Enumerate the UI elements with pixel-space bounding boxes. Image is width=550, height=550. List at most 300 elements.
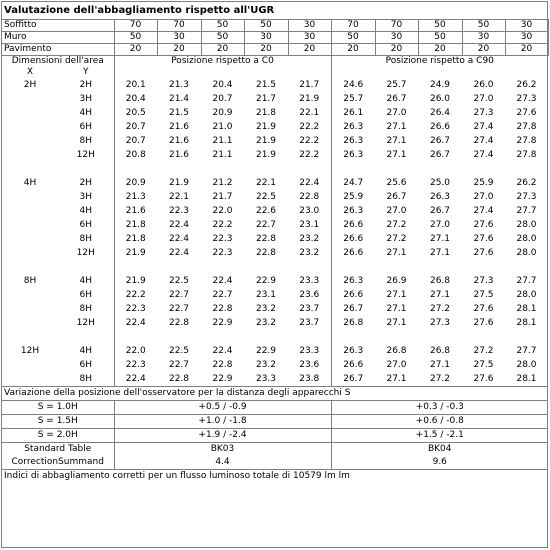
reflectance-value: 20 xyxy=(418,44,462,56)
ugr-value: 26.7 xyxy=(386,94,407,104)
ugr-value: 21.7 xyxy=(255,94,277,104)
ugr-value: 26.9 xyxy=(386,276,407,286)
ugr-value: 27.5 xyxy=(473,360,494,370)
ugr-value: 22.4 xyxy=(212,276,233,286)
ugr-value: 24.6 xyxy=(343,80,364,90)
ugr-value: 27.0 xyxy=(386,360,407,370)
ugr-value: 27.6 xyxy=(473,220,494,230)
ugr-value: 27.1 xyxy=(429,290,451,300)
variation-c90: +0.6 / -0.8 xyxy=(331,415,548,429)
ugr-value: 26.0 xyxy=(473,80,494,90)
ugr-value: 27.8 xyxy=(516,136,537,146)
y-value: 4H xyxy=(58,274,114,288)
ugr-value: 28.0 xyxy=(516,290,537,300)
ugr-value: 26.8 xyxy=(429,346,451,356)
ugr-value: 21.6 xyxy=(125,206,146,216)
ugr-value: 27.1 xyxy=(386,304,407,314)
ugr-value: 22.0 xyxy=(212,206,233,216)
ugr-value: 20.9 xyxy=(125,178,146,188)
spacer xyxy=(2,358,58,372)
ugr-value: 24.7 xyxy=(343,178,364,188)
x-header: X xyxy=(26,67,34,77)
ugr-value: 27.3 xyxy=(473,276,494,286)
variation-row xyxy=(2,401,548,415)
ugr-value: 21.9 xyxy=(168,178,190,188)
ugr-value: 23.1 xyxy=(255,290,277,300)
spacer xyxy=(331,162,548,176)
ugr-value: 27.3 xyxy=(429,318,451,328)
table-row xyxy=(2,106,548,120)
ugr-value: 21.9 xyxy=(255,150,277,160)
c0-header: Posizione rispetto a C0 xyxy=(114,56,331,68)
correction-c0: 4.4 xyxy=(114,456,331,470)
table-row xyxy=(2,302,548,316)
ugr-value: 26.6 xyxy=(429,122,451,132)
ugr-value: 22.8 xyxy=(288,190,331,204)
table-row xyxy=(2,316,548,330)
ugr-value: 21.2 xyxy=(212,178,233,188)
spacer xyxy=(2,92,58,106)
ugr-value: 26.7 xyxy=(386,192,407,202)
reflectance-row xyxy=(2,32,548,44)
spacer xyxy=(2,204,58,218)
ugr-value: 26.7 xyxy=(429,136,451,146)
ugr-value: 21.6 xyxy=(168,150,190,160)
ugr-value: 26.7 xyxy=(343,374,364,384)
ugr-value: 22.7 xyxy=(168,360,190,370)
reflectance-label: Muro xyxy=(2,32,114,44)
ugr-value: 21.3 xyxy=(125,192,146,202)
ugr-value: 27.2 xyxy=(429,374,451,384)
footer-note: Indici di abbagliamento corretti per un flusso luminoso totale di 10579 lm lm xyxy=(4,471,350,481)
spacer xyxy=(114,260,331,274)
reflectance-value: 50 xyxy=(114,32,157,44)
ugr-value: 27.7 xyxy=(516,206,537,216)
ugr-value: 20.1 xyxy=(125,80,146,90)
standard-table-label: Standard Table xyxy=(2,443,114,457)
reflectance-value: 70 xyxy=(157,20,201,32)
ugr-value: 21.6 xyxy=(168,136,190,146)
ugr-value: 22.5 xyxy=(168,276,190,286)
reflectance-value: 30 xyxy=(505,32,548,44)
table-row xyxy=(2,358,548,372)
ugr-value: 22.0 xyxy=(125,346,146,356)
y-value: 12H xyxy=(58,316,114,330)
y-value: 4H xyxy=(58,204,114,218)
ugr-value: 27.1 xyxy=(386,318,407,328)
correction-label: CorrectionSummand xyxy=(2,456,114,470)
ugr-value: 20.7 xyxy=(212,94,233,104)
ugr-value: 26.8 xyxy=(343,318,364,328)
variation-c90: +1.5 / -2.1 xyxy=(331,429,548,443)
reflectance-value: 70 xyxy=(331,20,375,32)
ugr-value: 21.0 xyxy=(212,122,233,132)
ugr-value: 21.3 xyxy=(168,80,190,90)
ugr-value: 23.2 xyxy=(255,318,277,328)
ugr-value: 22.1 xyxy=(255,178,277,188)
standard-table-row xyxy=(2,443,548,457)
ugr-value: 27.1 xyxy=(386,290,407,300)
ugr-value: 21.8 xyxy=(125,220,146,230)
reflectance-value: 50 xyxy=(462,20,505,32)
ugr-value: 26.3 xyxy=(343,150,364,160)
spacer xyxy=(114,67,331,78)
variation-c0: +0.5 / -0.9 xyxy=(114,401,331,415)
ugr-value: 26.6 xyxy=(343,360,364,370)
reflectance-value: 20 xyxy=(201,44,244,56)
y-value: 12H xyxy=(58,246,114,260)
spacer xyxy=(2,232,58,246)
area-header: Dimensioni dell'area xyxy=(2,56,114,68)
ugr-value: 23.2 xyxy=(255,304,277,314)
ugr-value: 26.6 xyxy=(343,220,364,230)
reflectance-value: 30 xyxy=(244,32,288,44)
ugr-value: 22.2 xyxy=(212,220,233,230)
x-value: 4H xyxy=(23,178,37,188)
y-value: 3H xyxy=(58,92,114,106)
ugr-value: 22.4 xyxy=(125,318,146,328)
reflectance-value: 20 xyxy=(331,44,375,56)
ugr-value: 27.6 xyxy=(473,304,494,314)
y-value: 8H xyxy=(58,372,114,387)
ugr-value: 22.2 xyxy=(288,134,331,148)
ugr-value: 27.4 xyxy=(473,136,494,146)
spacing-label: S = 2.0H xyxy=(2,429,114,443)
ugr-value: 22.3 xyxy=(125,304,146,314)
ugr-value: 23.2 xyxy=(255,360,277,370)
ugr-value: 22.8 xyxy=(255,234,277,244)
x-value: 2H xyxy=(23,80,37,90)
x-value: 8H xyxy=(23,276,37,286)
ugr-value: 21.8 xyxy=(255,108,277,118)
ugr-value: 22.3 xyxy=(212,234,233,244)
ugr-value: 28.0 xyxy=(516,220,537,230)
blank-row xyxy=(2,330,548,344)
ugr-value: 27.6 xyxy=(473,374,494,384)
reflectance-value: 50 xyxy=(418,32,462,44)
table-row xyxy=(2,372,548,387)
reflectance-value: 20 xyxy=(288,44,331,56)
spacer xyxy=(2,246,58,260)
ugr-value: 27.5 xyxy=(473,290,494,300)
spacing-label: S = 1.0H xyxy=(2,401,114,415)
spacer xyxy=(114,162,331,176)
standard-table-c90: BK04 xyxy=(427,444,452,454)
ugr-value: 23.2 xyxy=(288,246,331,260)
ugr-value: 21.9 xyxy=(125,276,146,286)
ugr-value: 21.7 xyxy=(212,192,233,202)
table-row xyxy=(2,246,548,260)
ugr-value: 22.5 xyxy=(168,346,190,356)
ugr-value: 25.6 xyxy=(386,178,407,188)
ugr-value: 26.3 xyxy=(343,276,364,286)
ugr-value: 22.9 xyxy=(212,374,233,384)
ugr-value: 25.7 xyxy=(386,80,407,90)
reflectance-value: 20 xyxy=(244,44,288,56)
y-value: 4H xyxy=(58,106,114,120)
ugr-value: 27.1 xyxy=(429,248,451,258)
ugr-value: 22.3 xyxy=(212,248,233,258)
ugr-value: 25.7 xyxy=(343,94,364,104)
ugr-value: 23.7 xyxy=(288,316,331,330)
ugr-value: 25.9 xyxy=(343,192,364,202)
ugr-value: 23.6 xyxy=(288,288,331,302)
ugr-value: 22.1 xyxy=(168,192,190,202)
ugr-value: 27.3 xyxy=(473,108,494,118)
spacer xyxy=(2,316,58,330)
ugr-value: 22.3 xyxy=(168,206,190,216)
ugr-value: 27.1 xyxy=(386,248,407,258)
reflectance-value: 50 xyxy=(201,32,244,44)
table-row xyxy=(2,176,548,190)
ugr-value: 27.6 xyxy=(473,318,494,328)
ugr-value: 20.7 xyxy=(125,136,146,146)
ugr-value: 27.6 xyxy=(473,234,494,244)
table-row xyxy=(2,78,548,92)
reflectance-value: 20 xyxy=(375,44,418,56)
variation-header-row xyxy=(2,387,548,401)
spacer xyxy=(2,260,58,274)
reflectance-label: Pavimento xyxy=(2,44,114,56)
ugr-value: 27.4 xyxy=(473,150,494,160)
reflectance-value: 50 xyxy=(244,20,288,32)
ugr-value: 26.0 xyxy=(429,94,451,104)
blank-row xyxy=(2,260,548,274)
ugr-value: 27.2 xyxy=(429,304,451,314)
ugr-value: 27.1 xyxy=(386,122,407,132)
ugr-value: 26.1 xyxy=(343,108,364,118)
ugr-value: 26.3 xyxy=(343,122,364,132)
blank-row xyxy=(2,162,548,176)
reflectance-value: 70 xyxy=(375,20,418,32)
ugr-value: 21.1 xyxy=(212,150,233,160)
ugr-value: 21.8 xyxy=(125,234,146,244)
y-value: 8H xyxy=(58,232,114,246)
ugr-value: 23.3 xyxy=(288,274,331,288)
y-value: 2H xyxy=(58,176,114,190)
table-row xyxy=(2,120,548,134)
ugr-value: 23.2 xyxy=(288,232,331,246)
ugr-value: 27.3 xyxy=(516,94,537,104)
ugr-value: 20.8 xyxy=(125,150,146,160)
variation-c0: +1.9 / -2.4 xyxy=(114,429,331,443)
y-value: 12H xyxy=(58,148,114,162)
ugr-value: 27.2 xyxy=(473,346,494,356)
y-value: 6H xyxy=(58,120,114,134)
ugr-value: 27.8 xyxy=(516,150,537,160)
ugr-value: 26.6 xyxy=(343,234,364,244)
ugr-value: 22.8 xyxy=(168,374,190,384)
table-row xyxy=(2,92,548,106)
reflectance-value: 70 xyxy=(114,20,157,32)
ugr-value: 22.7 xyxy=(255,220,277,230)
spacer xyxy=(2,120,58,134)
spacer xyxy=(2,162,58,176)
ugr-value: 22.6 xyxy=(255,206,277,216)
ugr-value: 27.0 xyxy=(386,108,407,118)
spacer xyxy=(331,330,548,344)
table-row xyxy=(2,344,548,358)
ugr-value: 27.6 xyxy=(516,108,537,118)
y-value: 4H xyxy=(58,344,114,358)
ugr-value: 22.3 xyxy=(125,360,146,370)
correction-row xyxy=(2,456,548,470)
ugr-value: 23.8 xyxy=(288,372,331,387)
ugr-value: 22.2 xyxy=(288,148,331,162)
ugr-value: 26.3 xyxy=(343,136,364,146)
ugr-value: 22.1 xyxy=(288,106,331,120)
reflectance-value: 30 xyxy=(505,20,548,32)
y-value: 6H xyxy=(58,218,114,232)
ugr-value: 27.1 xyxy=(386,136,407,146)
reflectance-label: Soffitto xyxy=(2,20,114,32)
ugr-value: 28.1 xyxy=(516,374,537,384)
ugr-value: 26.7 xyxy=(429,150,451,160)
reflectance-value: 50 xyxy=(418,20,462,32)
spacer xyxy=(2,148,58,162)
ugr-value: 27.7 xyxy=(516,276,537,286)
ugr-value: 27.2 xyxy=(386,220,407,230)
spacer xyxy=(2,106,58,120)
reflectance-value: 30 xyxy=(288,20,331,32)
ugr-value: 25.9 xyxy=(473,178,494,188)
y-header: Y xyxy=(58,67,114,78)
ugr-value: 27.8 xyxy=(516,122,537,132)
ugr-value: 26.2 xyxy=(516,178,537,188)
footer-row xyxy=(2,470,548,484)
y-value: 6H xyxy=(58,358,114,372)
ugr-value: 27.2 xyxy=(386,234,407,244)
table-row xyxy=(2,288,548,302)
table-row xyxy=(2,148,548,162)
header-row xyxy=(2,56,548,68)
table-row xyxy=(2,134,548,148)
reflectance-value: 20 xyxy=(157,44,201,56)
ugr-value: 23.0 xyxy=(288,204,331,218)
y-value: 8H xyxy=(58,134,114,148)
table-row xyxy=(2,204,548,218)
ugr-value: 22.8 xyxy=(212,360,233,370)
reflectance-value: 20 xyxy=(114,44,157,56)
ugr-value: 22.4 xyxy=(125,374,146,384)
reflectance-value: 30 xyxy=(375,32,418,44)
ugr-table xyxy=(2,2,549,483)
ugr-value: 21.5 xyxy=(255,80,277,90)
y-value: 3H xyxy=(58,190,114,204)
ugr-value: 27.1 xyxy=(386,150,407,160)
ugr-sheet xyxy=(1,1,548,548)
ugr-value: 23.6 xyxy=(288,358,331,372)
spacer xyxy=(2,134,58,148)
ugr-value: 25.0 xyxy=(429,178,451,188)
ugr-value: 21.1 xyxy=(212,136,233,146)
table-row xyxy=(2,274,548,288)
ugr-value: 22.9 xyxy=(212,318,233,328)
table-row xyxy=(2,218,548,232)
ugr-value: 28.0 xyxy=(516,360,537,370)
ugr-value: 22.7 xyxy=(168,290,190,300)
spacer xyxy=(2,190,58,204)
ugr-value: 22.8 xyxy=(255,248,277,258)
ugr-value: 20.9 xyxy=(212,108,233,118)
spacer xyxy=(2,372,58,387)
ugr-value: 26.7 xyxy=(343,304,364,314)
x-value: 12H xyxy=(20,346,40,356)
variation-row xyxy=(2,429,548,443)
spacer xyxy=(2,218,58,232)
ugr-value: 27.0 xyxy=(473,192,494,202)
spacer xyxy=(2,288,58,302)
ugr-value: 22.8 xyxy=(212,304,233,314)
ugr-value: 20.7 xyxy=(125,122,146,132)
variation-row xyxy=(2,415,548,429)
reflectance-value: 20 xyxy=(505,44,548,56)
ugr-value: 27.4 xyxy=(473,206,494,216)
ugr-value: 26.3 xyxy=(343,346,364,356)
ugr-value: 28.0 xyxy=(516,248,537,258)
ugr-value: 27.1 xyxy=(386,374,407,384)
ugr-value: 22.4 xyxy=(168,234,190,244)
ugr-value: 26.2 xyxy=(516,80,537,90)
ugr-value: 27.1 xyxy=(429,360,451,370)
ugr-value: 24.9 xyxy=(429,80,451,90)
ugr-value: 23.3 xyxy=(288,344,331,358)
reflectance-value: 20 xyxy=(462,44,505,56)
ugr-value: 22.9 xyxy=(255,276,277,286)
y-value: 6H xyxy=(58,288,114,302)
ugr-value: 21.9 xyxy=(288,92,331,106)
header-row xyxy=(2,67,548,78)
spacer xyxy=(2,302,58,316)
ugr-value: 27.0 xyxy=(386,206,407,216)
ugr-value: 21.6 xyxy=(168,122,190,132)
correction-c90: 9.6 xyxy=(331,456,548,470)
reflectance-value: 50 xyxy=(331,32,375,44)
ugr-value: 22.4 xyxy=(168,248,190,258)
ugr-value: 22.2 xyxy=(125,290,146,300)
ugr-value: 26.6 xyxy=(343,290,364,300)
c90-header: Posizione rispetto a C90 xyxy=(385,56,494,66)
table-row xyxy=(2,190,548,204)
ugr-value: 22.8 xyxy=(168,318,190,328)
ugr-value: 22.4 xyxy=(212,346,233,356)
ugr-value: 28.0 xyxy=(516,234,537,244)
ugr-value: 21.4 xyxy=(168,94,190,104)
ugr-value: 27.0 xyxy=(473,94,494,104)
ugr-value: 23.7 xyxy=(288,302,331,316)
ugr-value: 21.5 xyxy=(168,108,190,118)
spacing-label: S = 1.5H xyxy=(2,415,114,429)
ugr-value: 27.4 xyxy=(473,122,494,132)
ugr-value: 26.3 xyxy=(343,206,364,216)
reflectance-row xyxy=(2,20,548,32)
ugr-value: 27.7 xyxy=(516,346,537,356)
ugr-value: 20.4 xyxy=(125,94,146,104)
spacer xyxy=(58,162,114,176)
ugr-value: 22.4 xyxy=(288,176,331,190)
ugr-value: 22.7 xyxy=(168,304,190,314)
ugr-value: 21.9 xyxy=(255,136,277,146)
ugr-value: 22.2 xyxy=(288,120,331,134)
standard-table-c0: BK03 xyxy=(114,443,331,457)
ugr-value: 21.9 xyxy=(255,122,277,132)
reflectance-row xyxy=(2,44,548,56)
ugr-value: 22.7 xyxy=(212,290,233,300)
ugr-value: 27.3 xyxy=(516,192,537,202)
spacer xyxy=(58,260,114,274)
variation-c0: +1.0 / -1.8 xyxy=(114,415,331,429)
ugr-value: 20.5 xyxy=(125,108,146,118)
